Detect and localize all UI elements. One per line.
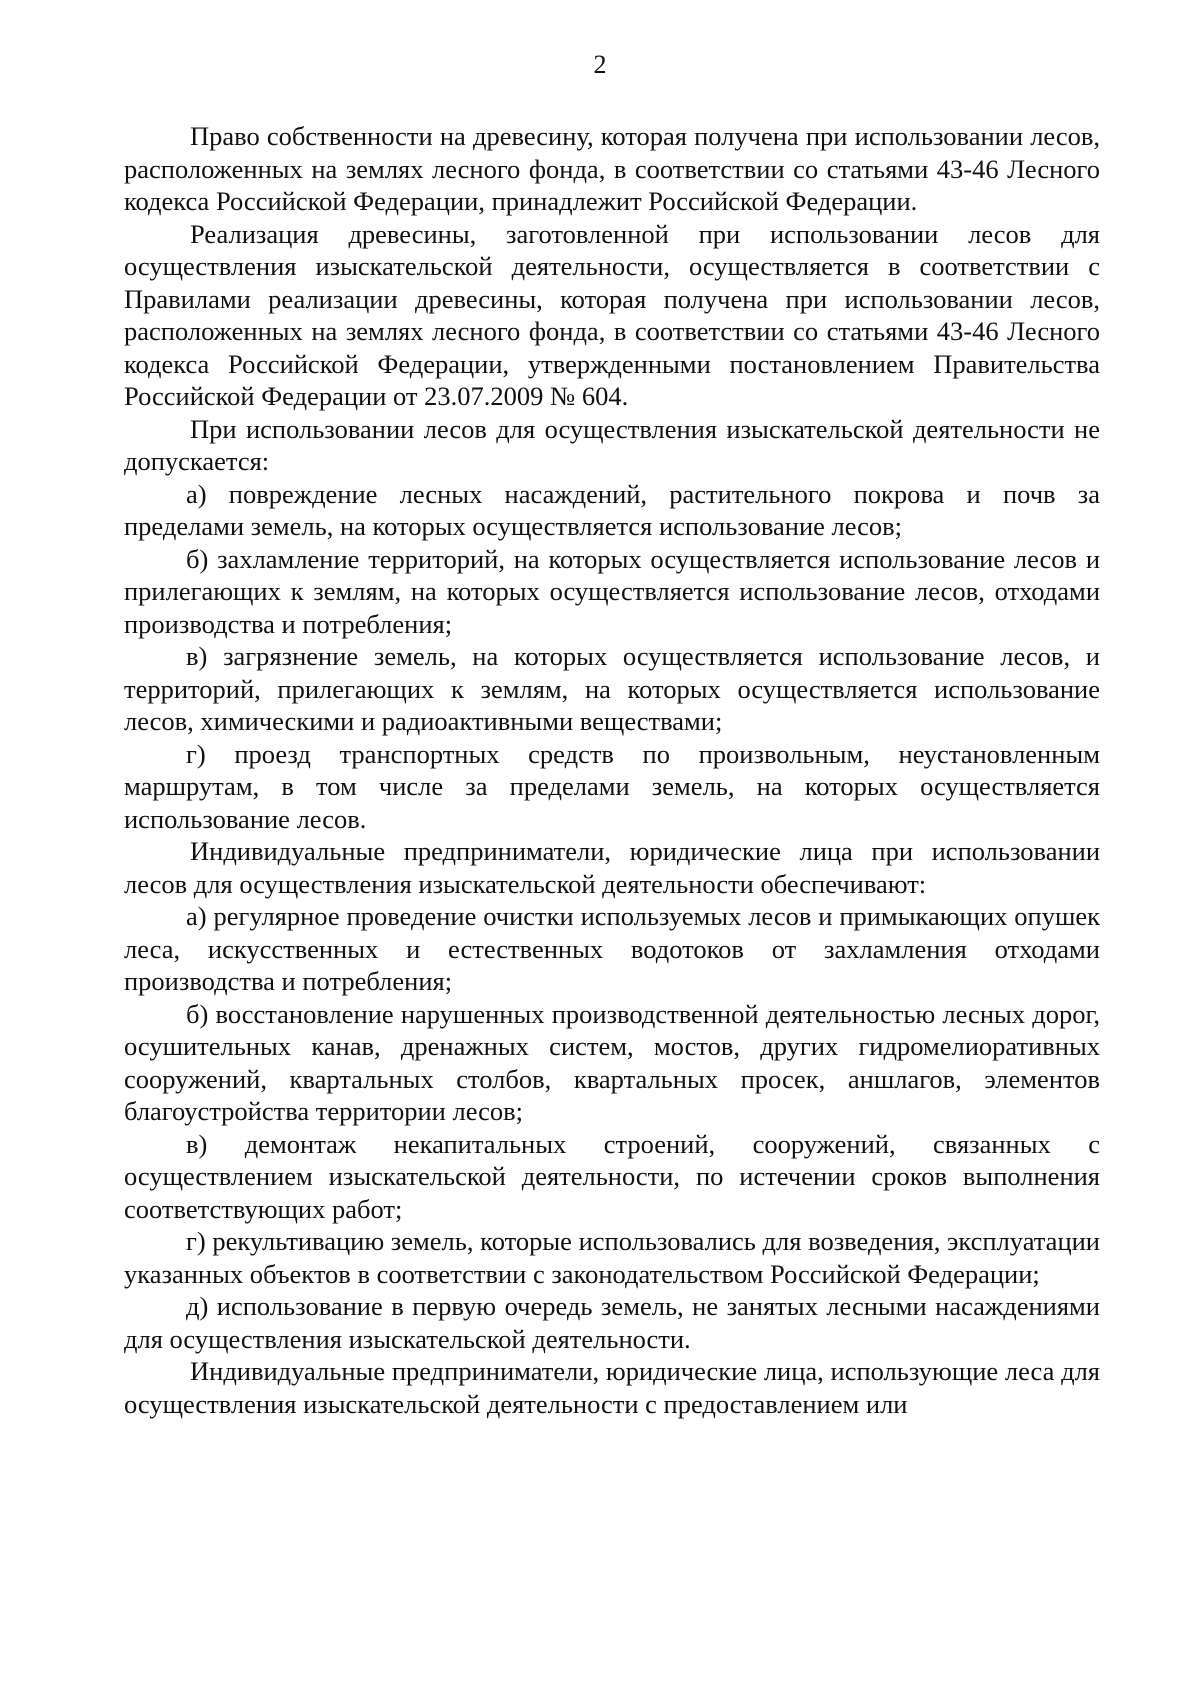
paragraph-ownership: Право собственности на древесину, которая получена при использовании лесов, расположенных на землях лесного фонда, в соответствии со статьями 43-46 Лесного кодекса Российской Федерации, принадлежит Российской Федерации.	[124, 121, 1100, 216]
obligation-item-g: г) рекультивацию земель, которые использовались для возведения, эксплуатации указанных объектов в соответствии с законодательством Российской Федерации;	[124, 1226, 1100, 1289]
prohibition-item-b: б) захламление территорий, на которых осуществляется использование лесов и прилегающих к землям, на которых осуществляется использование лесов, отходами производства и потребления;	[124, 543, 1100, 639]
obligation-item-b: б) восстановление нарушенных производственной деятельностью лесных дорог, осушительных канав, дренажных систем, мостов, других гидромелиоративных сооружений, квартальных столбов, квартальных просек, аншлагов, элементов благоустройства территории лесов;	[124, 998, 1100, 1126]
paragraph-obligations-intro: Индивидуальные предприниматели, юридические лица при использовании лесов для осуществления изыскательской деятельности обеспечивают:	[124, 836, 1100, 899]
document-body	[124, 120, 1100, 1420]
paragraph-timber-sale: Реализация древесины, заготовленной при использовании лесов для осуществления изыскательской деятельности, осуществляется в соответствии с Правилами реализации древесины, которая получена при использовании лесов, расположенных на землях лесного фонда, в соответствии со статьями 43-46 Лесного кодекса Российской Федерации, утвержденными постановлением Правительства Российской Федерации от 23.07.2009 № 604.	[124, 218, 1100, 411]
prohibition-item-v: в) загрязнение земель, на которых осуществляется использование лесов, и территорий, прилегающих к землям, на которых осуществляется использование лесов, химическими и радиоактивными веществами;	[124, 641, 1100, 736]
obligation-item-d: д) использование в первую очередь земель, не занятых лесными насаждениями для осуществления изыскательской деятельности.	[124, 1291, 1100, 1354]
page-number: 2	[593, 50, 607, 79]
paragraph-continuation: Индивидуальные предприниматели, юридические лица, использующие леса для осуществления изыскательской деятельности с предоставлением или	[124, 1356, 1100, 1419]
prohibition-item-g: г) проезд транспортных средств по произвольным, неустановленным маршрутам, в том числе за пределами земель, на которых осуществляется использование лесов.	[124, 738, 1100, 834]
obligation-item-v: в) демонтаж некапитальных строений, сооружений, связанных с осуществлением изыскательской деятельности, по истечении сроков выполнения соответствующих работ;	[124, 1128, 1100, 1224]
prohibition-item-a: а) повреждение лесных насаждений, растительного покрова и почв за пределами земель, на которых осуществляется использование лесов;	[124, 478, 1100, 541]
paragraph-prohibitions-intro: При использовании лесов для осуществления изыскательской деятельности не допускается:	[124, 413, 1100, 476]
obligation-item-a: а) регулярное проведение очистки используемых лесов и примыкающих опушек леса, искусственных и естественных водотоков от захламления отходами производства и потребления;	[124, 901, 1100, 996]
